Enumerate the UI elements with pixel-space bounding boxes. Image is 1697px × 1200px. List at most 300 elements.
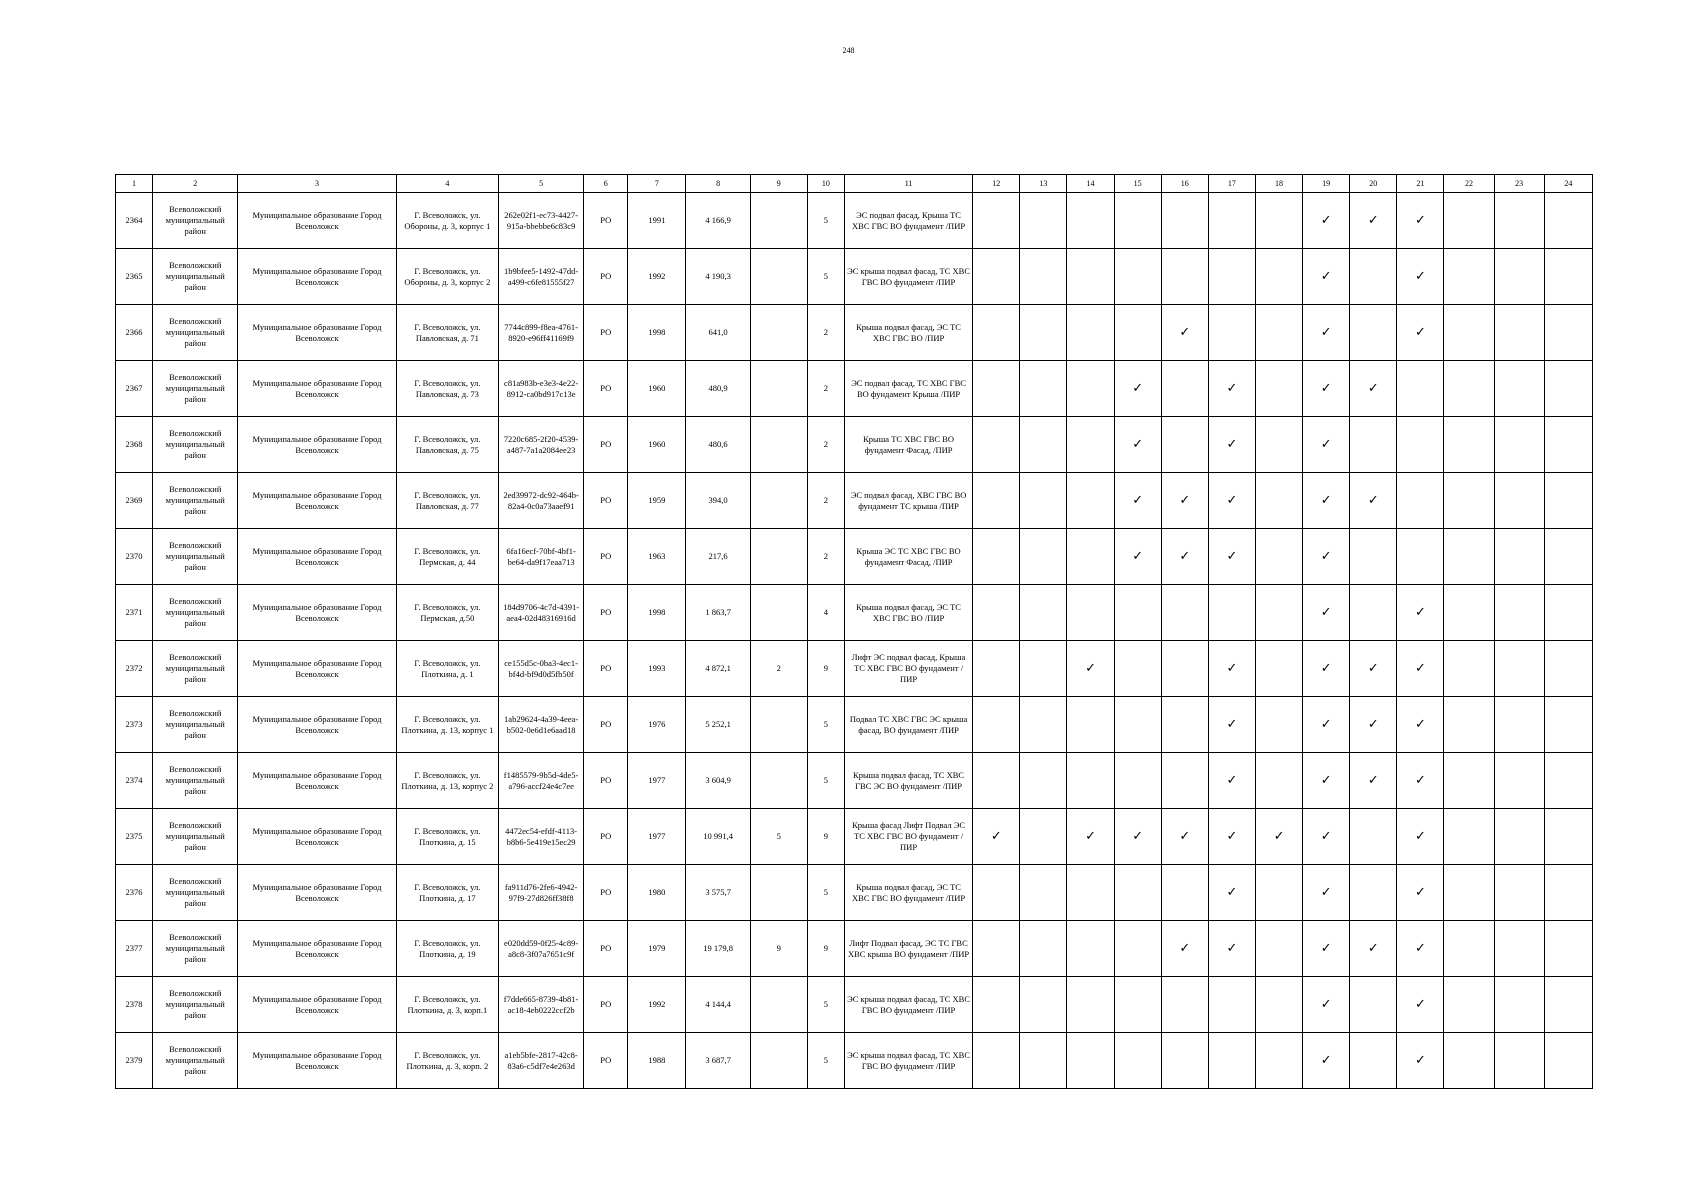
work-list-cell: Крыша подвал фасад, ТС ХВС ГВС ЭС ВО фундамент /ПИР xyxy=(844,753,972,809)
area-cell: 217,6 xyxy=(686,529,750,585)
column-header-14: 14 xyxy=(1067,175,1114,193)
check-mark-icon: ✓ xyxy=(1414,268,1426,283)
check-cell-23 xyxy=(1494,753,1544,809)
row-number-cell: 2369 xyxy=(116,473,153,529)
check-cell-15 xyxy=(1114,305,1161,361)
check-cell-21 xyxy=(1397,193,1444,249)
elevators-cell xyxy=(750,473,807,529)
ownership-type-cell: РО xyxy=(584,417,628,473)
check-cell-17 xyxy=(1208,417,1255,473)
year-built-cell: 1959 xyxy=(628,473,686,529)
check-mark-icon: ✓ xyxy=(1132,492,1144,507)
check-mark-icon: ✓ xyxy=(1320,716,1332,731)
check-cell-20 xyxy=(1350,417,1397,473)
check-cell-22 xyxy=(1444,473,1494,529)
check-cell-22 xyxy=(1444,249,1494,305)
check-cell-22 xyxy=(1444,417,1494,473)
column-header-15: 15 xyxy=(1114,175,1161,193)
municipality-cell: Муниципальное образование Город Всеволожск xyxy=(238,473,396,529)
check-mark-icon: ✓ xyxy=(1320,1052,1332,1067)
row-number-cell: 2370 xyxy=(116,529,153,585)
address-cell: Г. Всеволожск, ул. Обороны, д. 3, корпус 2 xyxy=(396,249,498,305)
table-row xyxy=(116,921,1593,977)
check-cell-24 xyxy=(1544,753,1592,809)
floors-cell: 2 xyxy=(807,529,844,585)
check-mark-icon: ✓ xyxy=(1132,436,1144,451)
check-cell-17 xyxy=(1208,249,1255,305)
address-cell: Г. Всеволожск, ул. Плоткина, д. 3, корп. 2 xyxy=(396,1033,498,1089)
check-cell-15 xyxy=(1114,193,1161,249)
municipality-cell: Муниципальное образование Город Всеволожск xyxy=(238,641,396,697)
check-cell-18 xyxy=(1255,361,1302,417)
check-cell-13 xyxy=(1020,305,1067,361)
check-cell-22 xyxy=(1444,1033,1494,1089)
municipality-cell: Муниципальное образование Город Всеволожск xyxy=(238,1033,396,1089)
area-cell: 641,0 xyxy=(686,305,750,361)
check-cell-12 xyxy=(973,697,1020,753)
check-cell-24 xyxy=(1544,977,1592,1033)
year-built-cell: 1988 xyxy=(628,1033,686,1089)
year-built-cell: 1963 xyxy=(628,529,686,585)
check-cell-13 xyxy=(1020,865,1067,921)
floors-cell: 4 xyxy=(807,585,844,641)
floors-cell: 2 xyxy=(807,305,844,361)
check-cell-21 xyxy=(1397,697,1444,753)
check-cell-19 xyxy=(1303,417,1350,473)
floors-cell: 5 xyxy=(807,697,844,753)
table-row xyxy=(116,697,1593,753)
district-cell: Всеволожский муниципальный район xyxy=(153,585,238,641)
area-cell: 3 604,9 xyxy=(686,753,750,809)
column-header-10: 10 xyxy=(807,175,844,193)
check-cell-19 xyxy=(1303,193,1350,249)
check-cell-23 xyxy=(1494,977,1544,1033)
check-cell-22 xyxy=(1444,585,1494,641)
check-cell-21 xyxy=(1397,305,1444,361)
check-cell-14 xyxy=(1067,417,1114,473)
check-cell-19 xyxy=(1303,473,1350,529)
row-number-cell: 2371 xyxy=(116,585,153,641)
district-cell: Всеволожский муниципальный район xyxy=(153,305,238,361)
work-list-cell: Крыша ЭС ТС ХВС ГВС ВО фундамент Фасад, /ПИР xyxy=(844,529,972,585)
table-row xyxy=(116,249,1593,305)
elevators-cell xyxy=(750,249,807,305)
check-mark-icon: ✓ xyxy=(1414,772,1426,787)
floors-cell: 5 xyxy=(807,977,844,1033)
column-header-2: 2 xyxy=(153,175,238,193)
table-row xyxy=(116,193,1593,249)
row-number-cell: 2365 xyxy=(116,249,153,305)
check-cell-19 xyxy=(1303,305,1350,361)
check-cell-13 xyxy=(1020,1033,1067,1089)
check-cell-16 xyxy=(1161,753,1208,809)
check-cell-24 xyxy=(1544,809,1592,865)
check-cell-12 xyxy=(973,865,1020,921)
check-cell-14 xyxy=(1067,641,1114,697)
ownership-type-cell: РО xyxy=(584,753,628,809)
check-cell-14 xyxy=(1067,1033,1114,1089)
check-cell-16 xyxy=(1161,809,1208,865)
floors-cell: 2 xyxy=(807,417,844,473)
check-cell-20 xyxy=(1350,809,1397,865)
address-cell: Г. Всеволожск, ул. Плоткина, д. 3, корп.1 xyxy=(396,977,498,1033)
check-cell-23 xyxy=(1494,865,1544,921)
check-cell-17 xyxy=(1208,641,1255,697)
check-mark-icon: ✓ xyxy=(1179,940,1191,955)
row-number-cell: 2379 xyxy=(116,1033,153,1089)
table-row xyxy=(116,977,1593,1033)
check-mark-icon: ✓ xyxy=(1320,492,1332,507)
check-cell-18 xyxy=(1255,641,1302,697)
check-cell-20 xyxy=(1350,305,1397,361)
area-cell: 10 991,4 xyxy=(686,809,750,865)
address-cell: Г. Всеволожск, ул. Пермская, д. 44 xyxy=(396,529,498,585)
ownership-type-cell: РО xyxy=(584,473,628,529)
check-cell-17 xyxy=(1208,305,1255,361)
elevators-cell xyxy=(750,977,807,1033)
column-header-13: 13 xyxy=(1020,175,1067,193)
ownership-type-cell: РО xyxy=(584,921,628,977)
column-header-7: 7 xyxy=(628,175,686,193)
check-cell-12 xyxy=(973,809,1020,865)
check-mark-icon: ✓ xyxy=(1367,772,1379,787)
municipality-cell: Муниципальное образование Город Всеволожск xyxy=(238,305,396,361)
table-row xyxy=(116,585,1593,641)
area-cell: 4 872,1 xyxy=(686,641,750,697)
check-cell-15 xyxy=(1114,641,1161,697)
municipality-cell: Муниципальное образование Город Всеволожск xyxy=(238,193,396,249)
check-cell-13 xyxy=(1020,753,1067,809)
check-cell-16 xyxy=(1161,921,1208,977)
row-number-cell: 2368 xyxy=(116,417,153,473)
elevators-cell xyxy=(750,585,807,641)
check-cell-23 xyxy=(1494,697,1544,753)
elevators-cell: 5 xyxy=(750,809,807,865)
check-cell-12 xyxy=(973,641,1020,697)
district-cell: Всеволожский муниципальный район xyxy=(153,417,238,473)
check-mark-icon: ✓ xyxy=(1320,604,1332,619)
check-cell-12 xyxy=(973,585,1020,641)
check-cell-21 xyxy=(1397,1033,1444,1089)
ownership-type-cell: РО xyxy=(584,193,628,249)
ownership-type-cell: РО xyxy=(584,585,628,641)
check-cell-22 xyxy=(1444,921,1494,977)
check-mark-icon: ✓ xyxy=(1179,828,1191,843)
address-cell: Г. Всеволожск, ул. Павловская, д. 75 xyxy=(396,417,498,473)
check-cell-20 xyxy=(1350,585,1397,641)
check-cell-15 xyxy=(1114,417,1161,473)
check-cell-21 xyxy=(1397,473,1444,529)
check-mark-icon: ✓ xyxy=(1226,380,1238,395)
municipality-cell: Муниципальное образование Город Всеволожск xyxy=(238,865,396,921)
check-mark-icon: ✓ xyxy=(1226,660,1238,675)
address-cell: Г. Всеволожск, ул. Обороны, д. 3, корпус 1 xyxy=(396,193,498,249)
column-header-4: 4 xyxy=(396,175,498,193)
area-cell: 5 252,1 xyxy=(686,697,750,753)
check-cell-13 xyxy=(1020,809,1067,865)
check-cell-21 xyxy=(1397,977,1444,1033)
table-row xyxy=(116,865,1593,921)
check-mark-icon: ✓ xyxy=(1320,772,1332,787)
work-list-cell: Крыша подвал фасад, ЭС ТС ХВС ГВС ВО /ПИР xyxy=(844,585,972,641)
floors-cell: 2 xyxy=(807,473,844,529)
fias-id-cell: 184d9706-4c7d-4391-aea4-02d48316916d xyxy=(499,585,584,641)
fias-id-cell: c81a983b-e3e3-4e22-8912-ca0bd917c13e xyxy=(499,361,584,417)
floors-cell: 5 xyxy=(807,753,844,809)
check-mark-icon: ✓ xyxy=(1085,828,1096,843)
check-cell-15 xyxy=(1114,249,1161,305)
check-cell-16 xyxy=(1161,305,1208,361)
district-cell: Всеволожский муниципальный район xyxy=(153,361,238,417)
table-row xyxy=(116,1033,1593,1089)
check-mark-icon: ✓ xyxy=(1320,548,1332,563)
check-mark-icon: ✓ xyxy=(1132,828,1144,843)
municipality-cell: Муниципальное образование Город Всеволожск xyxy=(238,697,396,753)
check-cell-16 xyxy=(1161,1033,1208,1089)
check-cell-20 xyxy=(1350,641,1397,697)
check-cell-14 xyxy=(1067,529,1114,585)
check-mark-icon: ✓ xyxy=(1226,772,1238,787)
check-cell-15 xyxy=(1114,753,1161,809)
check-cell-22 xyxy=(1444,641,1494,697)
area-cell: 480,6 xyxy=(686,417,750,473)
check-cell-20 xyxy=(1350,1033,1397,1089)
municipality-cell: Муниципальное образование Город Всеволожск xyxy=(238,809,396,865)
column-header-16: 16 xyxy=(1161,175,1208,193)
municipality-cell: Муниципальное образование Город Всеволожск xyxy=(238,585,396,641)
elevators-cell xyxy=(750,753,807,809)
floors-cell: 5 xyxy=(807,249,844,305)
check-cell-23 xyxy=(1494,529,1544,585)
column-header-17: 17 xyxy=(1208,175,1255,193)
fias-id-cell: 1b9bfee5-1492-47dd-a499-c6fe81555f27 xyxy=(499,249,584,305)
check-mark-icon: ✓ xyxy=(1414,716,1426,731)
check-cell-21 xyxy=(1397,809,1444,865)
check-mark-icon: ✓ xyxy=(1414,660,1426,675)
check-cell-16 xyxy=(1161,697,1208,753)
check-cell-23 xyxy=(1494,305,1544,361)
area-cell: 1 863,7 xyxy=(686,585,750,641)
fias-id-cell: 1ab29624-4a39-4eea-b502-0e6d1e6aad18 xyxy=(499,697,584,753)
check-cell-17 xyxy=(1208,473,1255,529)
check-cell-18 xyxy=(1255,1033,1302,1089)
check-cell-23 xyxy=(1494,1033,1544,1089)
column-header-12: 12 xyxy=(973,175,1020,193)
address-cell: Г. Всеволожск, ул. Павловская, д. 77 xyxy=(396,473,498,529)
year-built-cell: 1998 xyxy=(628,585,686,641)
column-header-6: 6 xyxy=(584,175,628,193)
elevators-cell: 9 xyxy=(750,921,807,977)
check-cell-19 xyxy=(1303,921,1350,977)
check-cell-24 xyxy=(1544,921,1592,977)
district-cell: Всеволожский муниципальный район xyxy=(153,977,238,1033)
check-cell-12 xyxy=(973,529,1020,585)
check-cell-24 xyxy=(1544,193,1592,249)
check-cell-24 xyxy=(1544,641,1592,697)
check-cell-17 xyxy=(1208,865,1255,921)
register-table xyxy=(115,174,1593,1089)
district-cell: Всеволожский муниципальный район xyxy=(153,921,238,977)
check-mark-icon: ✓ xyxy=(1226,940,1238,955)
check-cell-19 xyxy=(1303,1033,1350,1089)
check-cell-13 xyxy=(1020,417,1067,473)
check-cell-15 xyxy=(1114,697,1161,753)
check-mark-icon: ✓ xyxy=(1367,716,1379,731)
check-cell-23 xyxy=(1494,641,1544,697)
elevators-cell xyxy=(750,417,807,473)
row-number-cell: 2367 xyxy=(116,361,153,417)
check-cell-12 xyxy=(973,193,1020,249)
area-cell: 480,9 xyxy=(686,361,750,417)
check-cell-23 xyxy=(1494,809,1544,865)
check-cell-21 xyxy=(1397,641,1444,697)
check-mark-icon: ✓ xyxy=(1179,324,1191,339)
column-header-11: 11 xyxy=(844,175,972,193)
table-row xyxy=(116,417,1593,473)
check-cell-15 xyxy=(1114,977,1161,1033)
check-mark-icon: ✓ xyxy=(1226,492,1238,507)
address-cell: Г. Всеволожск, ул. Плоткина, д. 17 xyxy=(396,865,498,921)
check-cell-20 xyxy=(1350,865,1397,921)
check-mark-icon: ✓ xyxy=(1414,604,1426,619)
check-mark-icon: ✓ xyxy=(1320,268,1332,283)
check-cell-22 xyxy=(1444,977,1494,1033)
floors-cell: 5 xyxy=(807,865,844,921)
check-cell-24 xyxy=(1544,305,1592,361)
check-cell-22 xyxy=(1444,361,1494,417)
check-cell-18 xyxy=(1255,753,1302,809)
check-cell-12 xyxy=(973,1033,1020,1089)
ownership-type-cell: РО xyxy=(584,529,628,585)
elevators-cell xyxy=(750,529,807,585)
row-number-cell: 2372 xyxy=(116,641,153,697)
check-cell-14 xyxy=(1067,305,1114,361)
check-cell-24 xyxy=(1544,585,1592,641)
check-cell-18 xyxy=(1255,249,1302,305)
row-number-cell: 2377 xyxy=(116,921,153,977)
district-cell: Всеволожский муниципальный район xyxy=(153,249,238,305)
check-mark-icon: ✓ xyxy=(1320,828,1332,843)
work-list-cell: ЭС крыша подвал фасад, ТС ХВС ГВС ВО фундамент /ПИР xyxy=(844,249,972,305)
check-cell-18 xyxy=(1255,921,1302,977)
check-mark-icon: ✓ xyxy=(1320,884,1332,899)
check-cell-12 xyxy=(973,473,1020,529)
municipality-cell: Муниципальное образование Город Всеволожск xyxy=(238,529,396,585)
check-cell-15 xyxy=(1114,865,1161,921)
check-cell-16 xyxy=(1161,865,1208,921)
check-cell-22 xyxy=(1444,193,1494,249)
municipality-cell: Муниципальное образование Город Всеволожск xyxy=(238,249,396,305)
check-cell-22 xyxy=(1444,865,1494,921)
page-number: 248 xyxy=(842,46,855,55)
check-cell-13 xyxy=(1020,977,1067,1033)
check-cell-14 xyxy=(1067,473,1114,529)
column-header-20: 20 xyxy=(1350,175,1397,193)
address-cell: Г. Всеволожск, ул. Павловская, д. 71 xyxy=(396,305,498,361)
check-cell-21 xyxy=(1397,361,1444,417)
check-cell-17 xyxy=(1208,753,1255,809)
check-cell-13 xyxy=(1020,529,1067,585)
row-number-cell: 2378 xyxy=(116,977,153,1033)
check-cell-15 xyxy=(1114,921,1161,977)
table-body xyxy=(116,193,1593,1089)
municipality-cell: Муниципальное образование Город Всеволожск xyxy=(238,977,396,1033)
check-cell-17 xyxy=(1208,529,1255,585)
column-header-9: 9 xyxy=(750,175,807,193)
check-cell-22 xyxy=(1444,753,1494,809)
check-cell-17 xyxy=(1208,977,1255,1033)
check-mark-icon: ✓ xyxy=(1226,548,1238,563)
check-cell-19 xyxy=(1303,641,1350,697)
check-cell-23 xyxy=(1494,417,1544,473)
check-cell-16 xyxy=(1161,417,1208,473)
address-cell: Г. Всеволожск, ул. Пермская, д.50 xyxy=(396,585,498,641)
fias-id-cell: 4472ec54-efdf-4113-b8b6-5e419e15ec29 xyxy=(499,809,584,865)
check-cell-19 xyxy=(1303,361,1350,417)
check-cell-15 xyxy=(1114,585,1161,641)
check-cell-18 xyxy=(1255,417,1302,473)
check-cell-16 xyxy=(1161,473,1208,529)
check-mark-icon: ✓ xyxy=(1414,884,1426,899)
row-number-cell: 2373 xyxy=(116,697,153,753)
check-cell-22 xyxy=(1444,305,1494,361)
floors-cell: 9 xyxy=(807,641,844,697)
check-cell-23 xyxy=(1494,361,1544,417)
check-cell-20 xyxy=(1350,697,1397,753)
check-cell-24 xyxy=(1544,473,1592,529)
table-row xyxy=(116,529,1593,585)
check-mark-icon: ✓ xyxy=(1414,828,1426,843)
fias-id-cell: 2ed39972-dc92-464b-82a4-0c0a73aaef91 xyxy=(499,473,584,529)
row-number-cell: 2376 xyxy=(116,865,153,921)
table-row xyxy=(116,473,1593,529)
year-built-cell: 1979 xyxy=(628,921,686,977)
municipality-cell: Муниципальное образование Город Всеволожск xyxy=(238,361,396,417)
elevators-cell xyxy=(750,305,807,361)
check-cell-19 xyxy=(1303,585,1350,641)
check-cell-21 xyxy=(1397,249,1444,305)
check-mark-icon: ✓ xyxy=(1367,492,1379,507)
check-cell-12 xyxy=(973,361,1020,417)
floors-cell: 9 xyxy=(807,809,844,865)
check-cell-18 xyxy=(1255,585,1302,641)
check-cell-20 xyxy=(1350,529,1397,585)
check-cell-18 xyxy=(1255,193,1302,249)
check-cell-23 xyxy=(1494,585,1544,641)
check-cell-14 xyxy=(1067,753,1114,809)
check-cell-15 xyxy=(1114,473,1161,529)
year-built-cell: 1960 xyxy=(628,417,686,473)
row-number-cell: 2374 xyxy=(116,753,153,809)
check-cell-13 xyxy=(1020,193,1067,249)
ownership-type-cell: РО xyxy=(584,809,628,865)
year-built-cell: 1976 xyxy=(628,697,686,753)
check-cell-24 xyxy=(1544,697,1592,753)
check-cell-14 xyxy=(1067,249,1114,305)
fias-id-cell: e020dd59-0f25-4c89-a8c8-3f07a7651c9f xyxy=(499,921,584,977)
address-cell: Г. Всеволожск, ул. Плоткина, д. 13, корпус 1 xyxy=(396,697,498,753)
year-built-cell: 1977 xyxy=(628,809,686,865)
district-cell: Всеволожский муниципальный район xyxy=(153,865,238,921)
check-cell-17 xyxy=(1208,921,1255,977)
elevators-cell xyxy=(750,1033,807,1089)
check-cell-20 xyxy=(1350,249,1397,305)
fias-id-cell: 6fa16ecf-70bf-4bf1-be64-da9f17eaa713 xyxy=(499,529,584,585)
check-cell-21 xyxy=(1397,585,1444,641)
year-built-cell: 1977 xyxy=(628,753,686,809)
check-cell-17 xyxy=(1208,697,1255,753)
check-cell-20 xyxy=(1350,361,1397,417)
